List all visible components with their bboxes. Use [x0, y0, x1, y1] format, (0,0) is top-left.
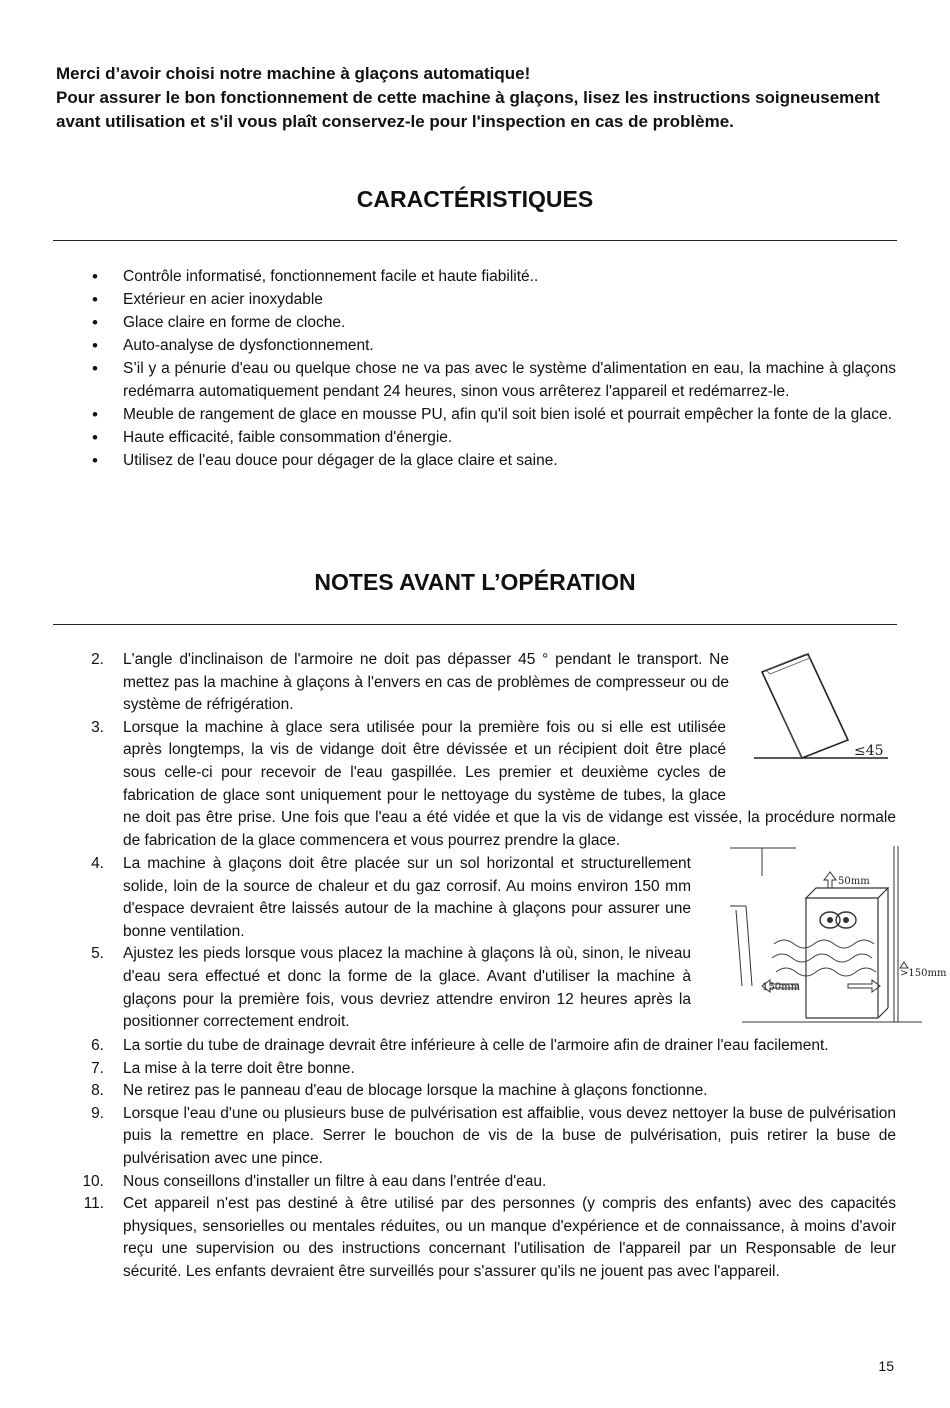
notes-rule — [53, 624, 897, 625]
note-item — [80, 1080, 896, 1103]
feature-item: • Auto-analyse de dysfonctionnement. — [92, 334, 896, 357]
clearance-figure — [722, 836, 947, 1032]
note-item — [80, 1058, 896, 1081]
features-list — [92, 265, 896, 472]
note-text: Cet appareil n'est pas destiné à être utilisé par des personnes (y compris des enfants) avec des capacités physiques, sensorielles ou mentales réduites, ou un manque d'expérience et de connaissance, à moins d'avoir reçu une supervision ou des instructions concernant l'utilisation de l'appareil par un Responsable de leur sécurité. Les enfants devraient être surveillés pour s'assurer qu'ils ne jouent pas avec l'appareil. — [123, 1195, 896, 1280]
note-item — [80, 1193, 896, 1283]
clearance-left-label: 150mm — [762, 982, 801, 993]
note-text: Ajustez les pieds lorsque vous placez la machine à glaçons là où, sinon, le niveau d'eau sera effectué et donc la forme de la glace. Avant d'utiliser la machine à glaçons pour la première fois, vous devriez attendre environ 12 heures après la positionner correctement endroit. — [123, 945, 691, 1031]
note-item — [80, 1171, 896, 1194]
note-text: Ne retirez pas le panneau d'eau de blocage lorsque la machine à glaçons fonctionne. — [123, 1082, 708, 1100]
note-text: L'angle d'inclinaison de l'armoire ne doit pas dépasser 45 ° pendant le transport. Ne mettez pas la machine à glaçons à l'envers en cas de problèmes de compresseur ou de système de réfrigération. — [123, 651, 729, 714]
notes-heading: NOTES AVANT L’OPÉRATION — [314, 569, 636, 595]
note-item — [80, 649, 729, 717]
note-item — [80, 1035, 896, 1058]
feature-item: • Utilisez de l'eau douce pour dégager de la glace claire et saine. — [92, 449, 896, 472]
clearance-right-label: >150mm — [900, 968, 947, 979]
note-number: 5. — [91, 945, 104, 963]
tilt-label: ≤45 — [854, 743, 884, 759]
note-text: La mise à la terre doit être bonne. — [123, 1059, 355, 1077]
note-number: 7. — [91, 1059, 104, 1077]
note-number: 3. — [91, 718, 104, 736]
note-number: 8. — [91, 1082, 104, 1100]
feature-item: • Extérieur en acier inoxydable — [92, 288, 896, 311]
note-number: 10. — [82, 1172, 104, 1190]
notes-list-c — [80, 1035, 896, 1284]
feature-item: • S’il y a pénurie d'eau ou quelque chose ne va pas avec le système d'alimentation en eau, la machine à glaçons redémarra automatiquement pendant 24 heures, sinon vous arrêterez l'appareil et redémarrez-le. — [92, 357, 896, 403]
feature-item: • Haute efficacité, faible consommation d'énergie. — [92, 426, 896, 449]
note-number: 9. — [91, 1104, 104, 1122]
intro — [56, 62, 906, 134]
note-number: 2. — [91, 651, 104, 668]
features-heading: CARACTÉRISTIQUES — [356, 186, 594, 212]
intro-thanks: Merci d’avoir choisi notre machine à glaçons automatique! — [56, 64, 531, 83]
intro-instructions: Pour assurer le bon fonctionnement de cette machine à glaçons, lisez les instructions soigneusement avant utilisation et s'il vous plaît conservez-le pour l'inspection en cas de problème. — [56, 88, 880, 131]
tilt-angle-figure — [750, 648, 895, 766]
features-rule — [53, 240, 897, 241]
feature-item: • Meuble de rangement de glace en mousse PU, afin qu'il soit bien isolé et pourrait empêcher la fonte de la glace. — [92, 403, 896, 426]
note-text: La sortie du tube de drainage devrait être inférieure à celle de l'armoire afin de drainer l'eau facilement. — [123, 1037, 829, 1054]
feature-item: • Glace claire en forme de cloche. — [92, 311, 896, 334]
clearance-top-label: 50mm — [838, 876, 870, 887]
note-item — [80, 853, 691, 943]
page-number: 15 — [878, 1358, 894, 1374]
note-number: 11. — [83, 1195, 104, 1213]
note-text: Lorsque l'eau d'une ou plusieurs buse de pulvérisation est affaiblie, vous devez nettoyer la buse de pulvérisation puis la remettre en place. Serrer le bouchon de vis de la buse de pulvérisation, puis retirer la buse de pulvérisation avec une pince. — [123, 1104, 896, 1167]
note-number: 4. — [91, 855, 104, 872]
note-text: Nous conseillons d'installer un filtre à eau dans l'entrée d'eau. — [123, 1172, 547, 1190]
note-text: Lorsque la machine à glace sera utilisée pour la première fois ou si elle est utilisée après longtemps, la vis de vidange doit être dévissée et un récipient doit être placé sous celle-ci pour recevoir de l'eau gaspillée. Les premier et deuxième cycles de fabrication de glace sont uniquement pour le nettoyage du système de tubes, la glace ne doit pas être prise. Une fois que l'eau a été vidée et que la vis de vidange est vissée, la procédure normale de fabrication de la glace commencera et vous pourrez prendre la glace. — [123, 718, 896, 849]
note-text: La machine à glaçons doit être placée sur un sol horizontal et structurellement solide, loin de la source de chaleur et du gaz corrosif. Au moins environ 150 mm d'espace devraient être laissés autour de la machine à glaçons pour assurer une bonne ventilation. — [123, 855, 691, 940]
note-item — [80, 943, 691, 1033]
note-item — [80, 1103, 896, 1171]
note-number: 6. — [91, 1037, 104, 1054]
feature-item: • Contrôle informatisé, fonctionnement facile et haute fiabilité.. — [92, 265, 896, 288]
